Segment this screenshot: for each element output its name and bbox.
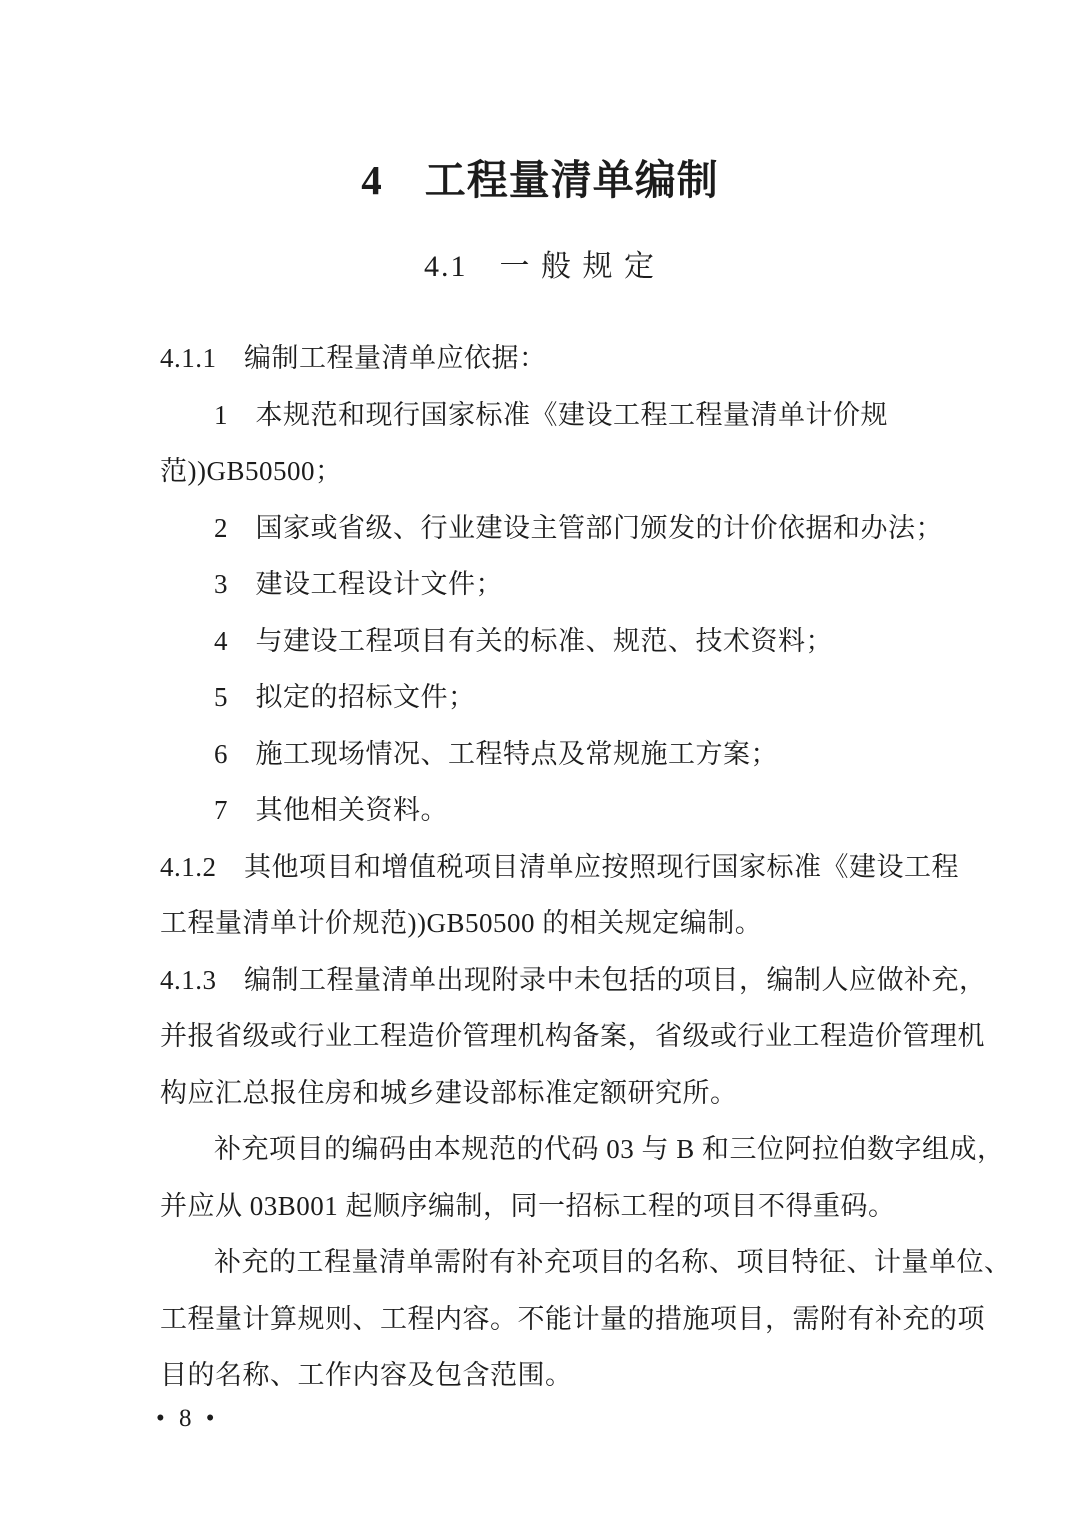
text-line: 范))GB50500；	[160, 456, 343, 486]
text-line: 补充的工程量清单需附有补充项目的名称、项目特征、计量单位、	[214, 1247, 1012, 1277]
text-line: 补充项目的编码由本规范的代码 03 与 B 和三位阿拉伯数字组成，	[214, 1134, 1005, 1164]
text-line: 目的名称、工作内容及包含范围。	[160, 1360, 573, 1390]
text-line: 构应汇总报住房和城乡建设部标准定额研究所。	[160, 1077, 738, 1108]
section-title: 4 工程量清单编制	[361, 157, 719, 203]
subsection-title: 4.1 一 般 规 定	[424, 250, 656, 283]
text-line: 7 其他相关资料。	[214, 795, 448, 825]
text-line: 1 本规范和现行国家标准《建设工程工程量清单计价规	[214, 399, 888, 430]
page-number: • 8 •	[156, 1405, 219, 1432]
text-line: 4.1.3 编制工程量清单出现附录中未包括的项目，编制人应做补充，	[160, 964, 987, 995]
text-line: 6 施工现场情况、工程特点及常规施工方案；	[214, 738, 778, 769]
text-line: 工程量清单计价规范))GB50500 的相关规定编制。	[160, 908, 763, 938]
document-body	[160, 330, 1012, 1404]
text-line: 3 建设工程设计文件；	[214, 569, 503, 599]
text-line: 工程量计算规则、工程内容。不能计量的措施项目，需附有补充的项	[160, 1303, 985, 1334]
text-line: 并应从 03B001 起顺序编制，同一招标工程的项目不得重码。	[160, 1190, 896, 1221]
text-line: 4 与建设工程项目有关的标准、规范、技术资料；	[214, 625, 833, 656]
text-line: 2 国家或省级、行业建设主管部门颁发的计价依据和办法；	[214, 512, 943, 543]
text-line: 4.1.1 编制工程量清单应依据：	[160, 343, 547, 373]
text-line: 5 拟定的招标文件；	[214, 682, 476, 712]
text-line: 4.1.2 其他项目和增值税项目清单应按照现行国家标准《建设工程	[160, 851, 959, 882]
text-line: 并报省级或行业工程造价管理机构备案，省级或行业工程造价管理机	[160, 1021, 985, 1051]
